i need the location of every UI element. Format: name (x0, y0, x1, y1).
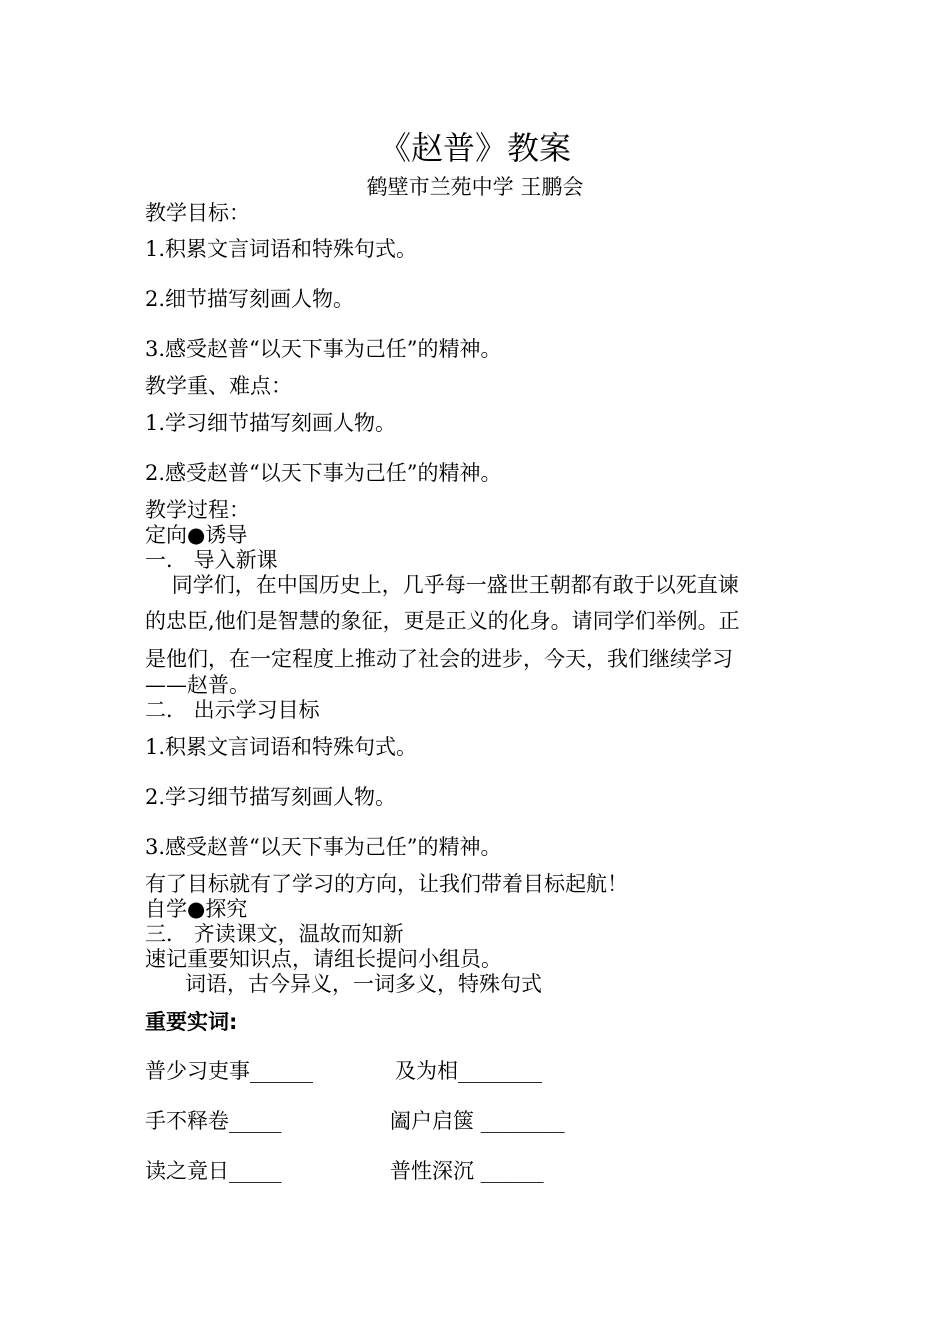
goal-item: 2.学习细节描写刻画人物。 (145, 785, 397, 809)
intro-paragraph-line: 同学们，在中国历史上，几乎每一盛世王朝都有敢于以死直谏 (145, 573, 739, 597)
vocab-item-left: 读之竟日_____ (145, 1159, 282, 1183)
intro-paragraph-line: 的忠臣,他们是智慧的象征，更是正义的化身。请同学们举例。正 (145, 609, 740, 633)
vocab-item-right: 及为相________ (395, 1059, 542, 1083)
intro-paragraph-line: 是他们，在一定程度上推动了社会的进步，今天，我们继续学习 (145, 647, 733, 671)
objective-item: 1.积累文言词语和特殊句式。 (145, 237, 418, 261)
author-line: 鹤壁市兰苑中学 王鹏会 (366, 175, 584, 199)
step-heading: 一． 导入新课 (145, 548, 278, 572)
goal-item: 1.积累文言词语和特殊句式。 (145, 735, 418, 759)
keypoints-heading: 教学重、难点： (145, 374, 292, 398)
step-heading: 三． 齐读课文，温故而知新 (145, 922, 404, 946)
stage-heading: 自学●探究 (145, 897, 248, 921)
vocab-heading: 重要实词: (145, 1010, 238, 1034)
step-heading: 二． 出示学习目标 (145, 698, 320, 722)
goal-item: 3.感受赵普“以天下事为己任”的精神。 (145, 835, 502, 859)
vocab-item-left: 手不释卷_____ (145, 1109, 282, 1133)
vocab-item-right: 阖户启箧 ________ (390, 1109, 565, 1133)
objectives-heading: 教学目标： (145, 201, 250, 225)
vocab-item-right: 普性深沉 ______ (390, 1159, 544, 1183)
keypoint-item: 2.感受赵普“以天下事为己任”的精神。 (145, 461, 502, 485)
step-instruction: 速记重要知识点，请组长提问小组员。 (145, 947, 502, 971)
document-title: 《赵普》教案 (378, 129, 571, 167)
objective-item: 2.细节描写刻画人物。 (145, 287, 355, 311)
vocab-item-left: 普少习吏事______ (145, 1059, 313, 1083)
stage-heading: 定向●诱导 (145, 523, 248, 547)
goals-outro: 有了目标就有了学习的方向，让我们带着目标起航！ (145, 872, 628, 896)
keypoint-item: 1.学习细节描写刻画人物。 (145, 411, 397, 435)
step-topics: 词语，古今异义，一词多义，特殊句式 (145, 972, 543, 996)
intro-paragraph-line: ——赵普。 (145, 673, 250, 697)
process-heading: 教学过程： (145, 498, 250, 522)
objective-item: 3.感受赵普“以天下事为己任”的精神。 (145, 337, 502, 361)
